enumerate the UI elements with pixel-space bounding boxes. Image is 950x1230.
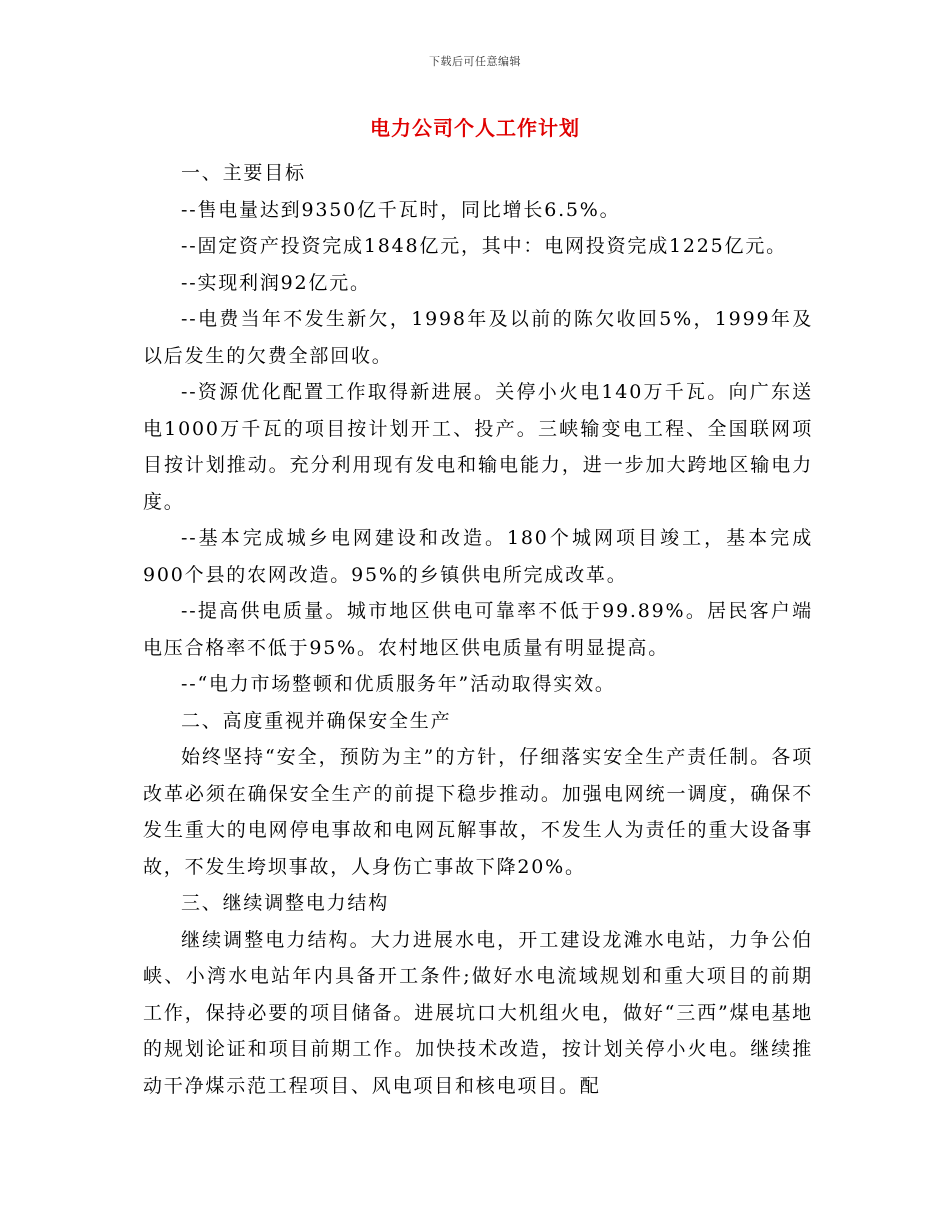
section-heading-goals: 一、主要目标	[181, 162, 306, 184]
paragraph: 继续调整电力结构。大力进展水电，开工建设龙滩水电站，力争公伯峡、小湾水电站年内具备开工条件;做好水电流域规划和重大项目的前期工作，保持必要的项目储备。进展坑口大机组火电，做好“三西”煤电基地的规划论证和项目前期工作。加快技术改造，按计划关停小火电。继续推动干净煤示范工程项目、风电项目和核电项目。配	[143, 928, 813, 1097]
paragraph: 始终坚持“安全，预防为主”的方针，仔细落实安全生产责任制。各项改革必须在确保安全生产的前提下稳步推动。加强电网统一调度，确保不发生重大的电网停电事故和电网瓦解事故，不发生人为责任的重大设备事故，不发生垮坝事故，人身伤亡事故下降20%。	[143, 746, 813, 878]
document-title: 电力公司个人工作计划	[370, 116, 580, 140]
header-note: 下载后可任意编辑	[429, 55, 521, 68]
paragraph: --“电力市场整顿和优质服务年”活动取得实效。	[181, 673, 616, 695]
section-heading-safety: 二、高度重视并确保安全生产	[181, 709, 452, 732]
section-heading-structure: 三、继续调整电力结构	[181, 892, 390, 914]
document-body	[143, 155, 813, 1104]
paragraph: --资源优化配置工作取得新进展。关停小火电140万千瓦。向广东送电1000万千瓦的项目按计划开工、投产。三峡输变电工程、全国联网项目按计划推动。充分利用现有发电和输电能力，进一步加大跨地区输电力度。	[143, 381, 813, 513]
paragraph: --售电量达到9350亿千瓦时，同比增长6.5%。	[181, 198, 621, 221]
paragraph: --实现利润92亿元。	[181, 271, 371, 294]
paragraph: --固定资产投资完成1848亿元，其中：电网投资完成1225亿元。	[181, 235, 787, 257]
paragraph: --基本完成城乡电网建设和改造。180个城网项目竣工，基本完成900个县的农网改造。95%的乡镇供电所完成改革。	[143, 527, 813, 586]
paragraph: --提高供电质量。城市地区供电可靠率不低于99.89%。居民客户端电压合格率不低于95%。农村地区供电质量有明显提高。	[143, 600, 813, 659]
paragraph: --电费当年不发生新欠，1998年及以前的陈欠收回5%，1999年及以后发生的欠费全部回收。	[143, 308, 813, 367]
